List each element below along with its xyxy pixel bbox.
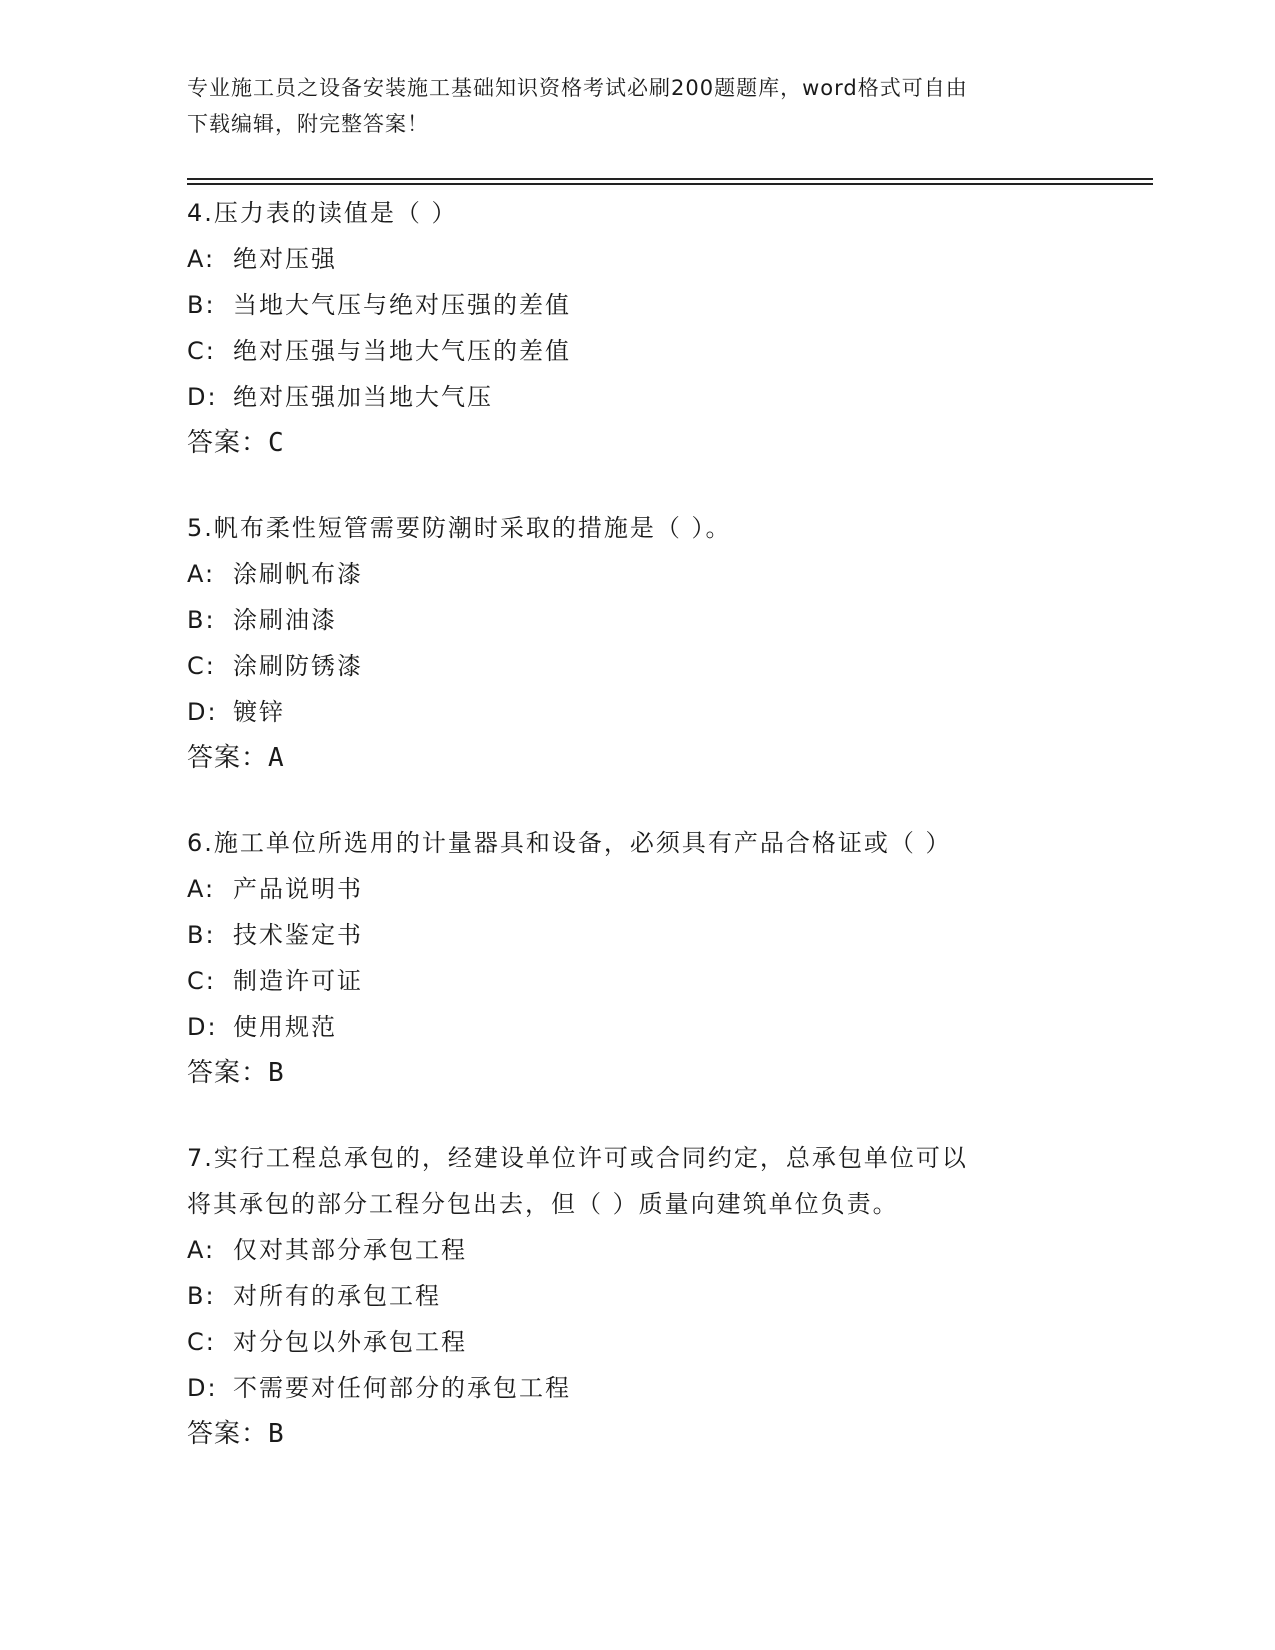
answer-line <box>187 735 1153 781</box>
option-letter: D: <box>187 383 218 411</box>
option-letter: B: <box>187 1282 216 1310</box>
header-divider-top <box>187 178 1153 180</box>
option-d <box>187 689 1153 735</box>
option-letter: A: <box>187 875 216 903</box>
option-c <box>187 1319 1153 1365</box>
answer-label: 答案： <box>187 1058 269 1088</box>
option-a <box>187 551 1153 597</box>
question-list <box>187 190 1153 1496</box>
option-text: 涂刷防锈漆 <box>233 652 363 680</box>
answer-value: C <box>268 428 285 458</box>
header-line-1: 专业施工员之设备安装施工基础知识资格考试必刷200题题库，word格式可自由 <box>187 76 968 100</box>
option-text: 涂刷帆布漆 <box>233 560 363 588</box>
option-b <box>187 912 1153 958</box>
question-text: 7.实行工程总承包的，经建设单位许可或合同约定，总承包单位可以 <box>187 1144 968 1172</box>
option-c <box>187 643 1153 689</box>
option-letter: B: <box>187 606 216 634</box>
question-block <box>187 1135 1153 1457</box>
option-letter: C: <box>187 967 216 995</box>
option-letter: A: <box>187 245 216 273</box>
option-a <box>187 1227 1153 1273</box>
option-letter: D: <box>187 698 218 726</box>
option-text: 产品说明书 <box>233 875 363 903</box>
option-letter: C: <box>187 337 216 365</box>
option-letter: B: <box>187 921 216 949</box>
question-text: 4.压力表的读值是（ ） <box>187 199 458 227</box>
question-text: 6.施工单位所选用的计量器具和设备，必须具有产品合格证或（ ） <box>187 829 952 857</box>
option-letter: A: <box>187 1236 216 1264</box>
option-b <box>187 1273 1153 1319</box>
option-b <box>187 282 1153 328</box>
option-a <box>187 236 1153 282</box>
answer-label: 答案： <box>187 743 269 773</box>
document-header <box>187 70 1087 142</box>
question-block <box>187 505 1153 781</box>
option-text: 对所有的承包工程 <box>233 1282 441 1310</box>
option-text: 制造许可证 <box>233 967 363 995</box>
option-d <box>187 374 1153 420</box>
option-d <box>187 1004 1153 1050</box>
answer-line <box>187 420 1153 466</box>
option-letter: C: <box>187 652 216 680</box>
option-letter: D: <box>187 1013 218 1041</box>
answer-line <box>187 1411 1153 1457</box>
header-divider-bottom <box>187 183 1153 185</box>
option-text: 技术鉴定书 <box>233 921 363 949</box>
option-text: 绝对压强 <box>233 245 337 273</box>
option-text: 绝对压强与当地大气压的差值 <box>233 337 571 365</box>
option-text: 仅对其部分承包工程 <box>233 1236 467 1264</box>
answer-label: 答案： <box>187 428 269 458</box>
option-text: 镀锌 <box>233 698 285 726</box>
header-line-2: 下载编辑，附完整答案！ <box>187 112 429 136</box>
option-c <box>187 328 1153 374</box>
option-text: 对分包以外承包工程 <box>233 1328 467 1356</box>
option-d <box>187 1365 1153 1411</box>
answer-value: B <box>268 1058 285 1088</box>
option-b <box>187 597 1153 643</box>
answer-line <box>187 1050 1153 1096</box>
option-letter: B: <box>187 291 216 319</box>
option-text: 不需要对任何部分的承包工程 <box>233 1374 571 1402</box>
option-letter: A: <box>187 560 216 588</box>
answer-value: B <box>268 1419 285 1449</box>
option-text: 当地大气压与绝对压强的差值 <box>233 291 571 319</box>
option-letter: D: <box>187 1374 218 1402</box>
question-text-continued: 将其承包的部分工程分包出去，但（ ）质量向建筑单位负责。 <box>187 1190 899 1218</box>
option-letter: C: <box>187 1328 216 1356</box>
answer-value: A <box>268 743 285 773</box>
answer-label: 答案： <box>187 1419 269 1449</box>
question-block <box>187 820 1153 1096</box>
option-c <box>187 958 1153 1004</box>
option-text: 使用规范 <box>233 1013 337 1041</box>
question-block <box>187 190 1153 466</box>
question-text: 5.帆布柔性短管需要防潮时采取的措施是（ ）。 <box>187 514 732 542</box>
option-a <box>187 866 1153 912</box>
option-text: 绝对压强加当地大气压 <box>233 383 493 411</box>
option-text: 涂刷油漆 <box>233 606 337 634</box>
